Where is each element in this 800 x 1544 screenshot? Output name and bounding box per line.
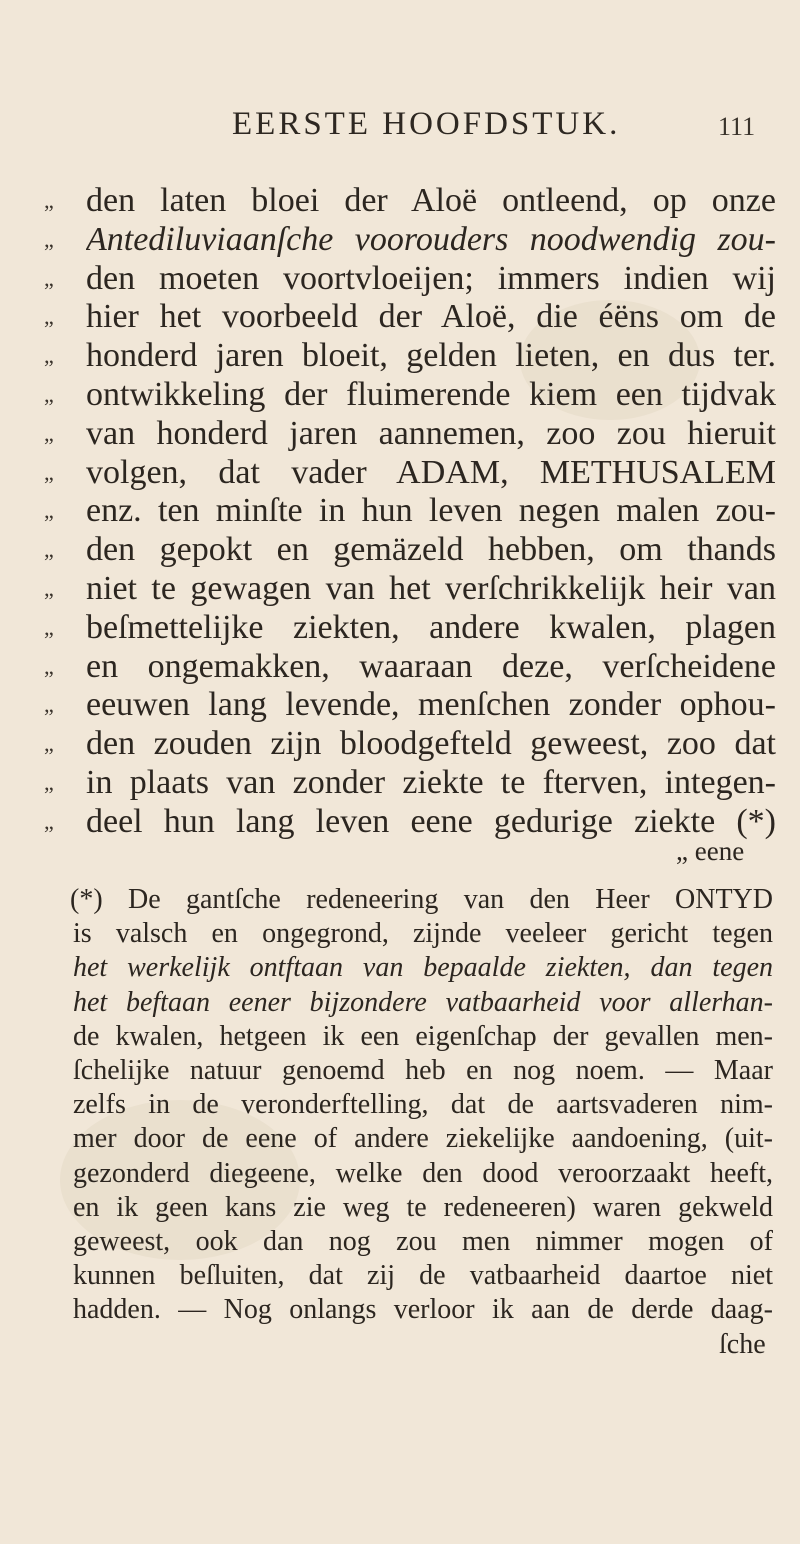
text-line (0, 413, 800, 455)
text-line (0, 374, 800, 416)
line-text: van honderd jaren aannemen, zoo zou hieruit (86, 414, 776, 452)
catchword: „ eene (676, 836, 745, 866)
footnote-line: hadden. — Nog onlangs verloor ik aan de derde daag- (73, 1294, 773, 1326)
footnote-line: is valsch en ongegrond, zijnde veeleer gericht tegen (73, 918, 773, 950)
line-text: den zouden zijn bloodgefteld geweest, zoo dat (86, 725, 776, 763)
running-header (0, 106, 800, 146)
footnote-catchword: ſche (719, 1328, 766, 1360)
line-text: in plaats van zonder ziekte te fterven, integen- (86, 764, 776, 801)
quote-mark: „ (44, 188, 54, 213)
line-text: ontwikkeling der fluimerende kiem een tijdvak (86, 376, 776, 413)
quote-mark: „ (44, 770, 54, 795)
page-number: 111 (718, 112, 756, 141)
footnote-line: geweest, ook dan nog zou men nimmer mogen of (73, 1226, 773, 1257)
text-line (0, 335, 800, 377)
quote-mark: „ (44, 382, 54, 407)
line-text: den gepokt en gemäzeld hebben, om thands (86, 531, 776, 569)
text-line (0, 723, 800, 765)
quote-mark: „ (44, 576, 54, 601)
text-line (0, 180, 800, 222)
line-text: volgen, dat vader ADAM, METHUSALEM (86, 453, 776, 491)
text-line (0, 529, 800, 571)
footnote-line: ſchelijke natuur genoemd heb en nog noem. — Maar (73, 1055, 773, 1086)
quote-mark: „ (44, 614, 54, 640)
quote-mark: „ (44, 343, 54, 369)
text-line (0, 762, 800, 804)
line-text: den moeten voortvloeijen; immers indien wij (86, 259, 776, 297)
quote-mark: „ (44, 808, 54, 834)
quote-mark: „ (44, 537, 54, 563)
text-line (0, 452, 800, 494)
quote-mark: „ (44, 265, 54, 291)
footnote-line: gezonderd diegeene, welke den dood veroorzaakt heeft, (73, 1157, 773, 1189)
text-line (0, 646, 800, 688)
footnote-line: (*) De gantſche redeneering van den Heer ONTYD (70, 884, 773, 915)
line-text: deel hun lang leven eene gedurige ziekte (*) (86, 802, 776, 840)
line-text: hier het voorbeeld der Aloë, die éëns om de (86, 298, 776, 336)
footnote-line: zelfs in de veronderftelling, dat de aartsvaderen nim- (73, 1089, 773, 1121)
line-text: enz. ten minſte in hun leven negen malen zou- (86, 492, 776, 530)
quote-mark: „ (44, 692, 54, 718)
text-line (0, 258, 800, 300)
footnote-line: kunnen beſluiten, dat zij de vatbaarheid daartoe niet (73, 1260, 773, 1292)
footnote-line: de kwalen, hetgeen ik een eigenſchap der gevallen men- (73, 1020, 773, 1052)
line-text: den laten bloei der Aloë ontleend, op onze (86, 182, 776, 219)
text-line (0, 568, 800, 610)
quote-mark: „ (44, 226, 54, 252)
text-line (0, 607, 800, 649)
line-text: honderd jaren bloeit, gelden lieten, en dus ter. (86, 337, 776, 375)
quote-mark: „ (44, 459, 54, 485)
text-line (0, 219, 800, 261)
line-text: en ongemakken, waaraan deze, verſcheidene (86, 647, 776, 685)
footnote-line: en ik geen kans zie weg te redeneeren) waren gekweld (73, 1191, 773, 1223)
line-text: niet te gewagen van het verſchrikkelijk heir van (86, 570, 776, 607)
quote-mark: „ (44, 653, 54, 679)
quote-mark: „ (44, 420, 54, 446)
text-line (0, 490, 800, 532)
quote-mark: „ (44, 498, 54, 524)
footnote-line: mer door de eene of andere ziekelijke aandoening, (uit- (73, 1123, 773, 1155)
text-line (0, 684, 800, 726)
quote-mark: „ (44, 731, 54, 757)
line-text: beſmettelijke ziekten, andere kwalen, plagen (86, 608, 776, 646)
quote-mark: „ (44, 304, 54, 330)
text-line (0, 296, 800, 338)
line-text: Antediluviaanſche voorouders noodwendig zou- (86, 220, 776, 258)
chapter-title: EERSTE HOOFDSTUK. (232, 106, 621, 142)
footnote-line: het werkelijk ontftaan van bepaalde ziekten, dan tegen (73, 952, 773, 984)
footnote-line: het beftaan eener bijzondere vatbaarheid voor allerhan- (73, 986, 773, 1018)
line-text: eeuwen lang levende, menſchen zonder ophou- (86, 686, 776, 724)
